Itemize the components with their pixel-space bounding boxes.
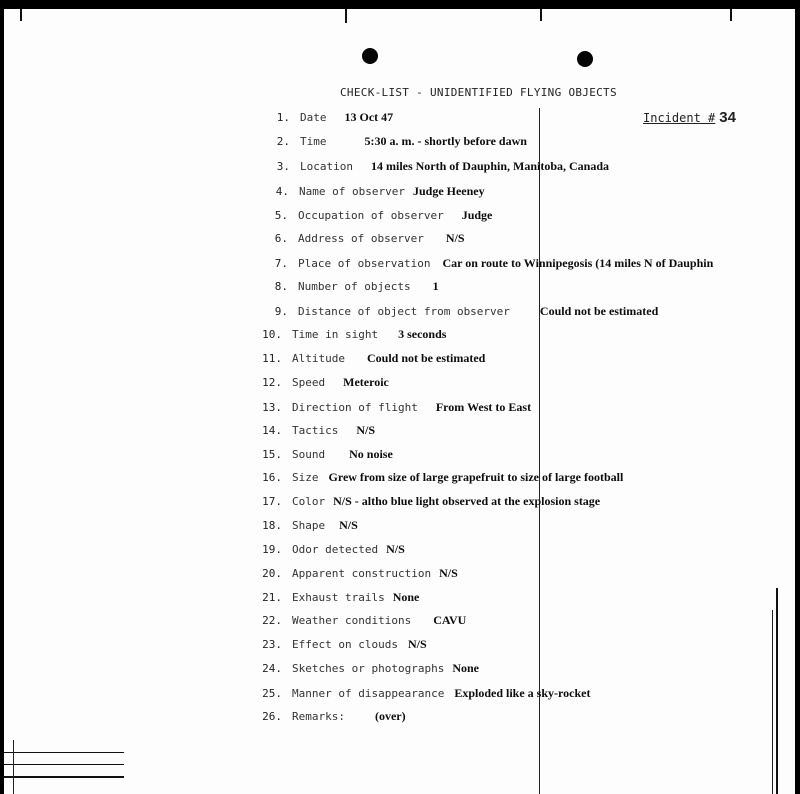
item-label: Color: [292, 495, 326, 508]
checklist-item: [264, 110, 393, 125]
scan-edge-line: [4, 776, 124, 778]
item-label: Location: [300, 160, 353, 173]
checklist-item: [256, 470, 623, 485]
item-number: 12.: [262, 376, 282, 389]
item-label: Date: [300, 111, 327, 124]
item-value: Car on route to Winnipegosis (14 miles N of Dauphin: [442, 256, 714, 270]
item-number: 21.: [262, 591, 282, 604]
checklist-item: [256, 686, 590, 701]
scan-border-left: [0, 0, 4, 794]
item-value: 5:30 a. m. - shortly before dawn: [364, 134, 527, 148]
item-label: Shape: [292, 519, 326, 532]
item-value: Meteroic: [343, 375, 389, 389]
checklist-item: [256, 542, 405, 557]
checklist-item: [256, 661, 479, 676]
item-label: Address of observer: [298, 232, 424, 245]
item-value: 14 miles North of Dauphin, Manitoba, Canada: [370, 159, 610, 173]
scan-edge-line: [772, 610, 773, 794]
scan-edge-line: [4, 764, 124, 765]
item-number: 4.: [275, 185, 289, 198]
item-value: No noise: [349, 447, 393, 461]
item-number: 23.: [262, 638, 282, 651]
checklist-item: [256, 375, 389, 390]
item-number: 17.: [262, 495, 282, 508]
item-label: Speed: [292, 376, 326, 389]
checklist-item: [256, 590, 419, 605]
item-label: Name of observer: [299, 185, 405, 198]
item-value: N/S: [356, 423, 376, 437]
item-number: 22.: [262, 614, 282, 627]
item-label: Effect on clouds: [292, 638, 398, 651]
item-value: Could not be estimated: [539, 304, 659, 318]
item-number: 2.: [276, 135, 290, 148]
checklist-item: [256, 566, 458, 581]
checklist-item: [256, 400, 531, 415]
incident-label: Incident #: [643, 111, 716, 125]
checklist-item: [262, 279, 439, 294]
item-value: (over): [374, 709, 406, 723]
item-label: Sketches or photographs: [292, 662, 445, 675]
item-number: 18.: [262, 519, 282, 532]
punch-hole: [577, 51, 593, 67]
item-value: Grew from size of large grapefruit to size of large football: [328, 470, 624, 484]
item-value: N/S: [439, 566, 458, 580]
item-value: CAVU: [433, 613, 467, 627]
checklist-item: [256, 351, 485, 366]
item-label: Weather conditions: [292, 614, 412, 627]
item-value: Exploded like a sky-rocket: [454, 686, 591, 700]
checklist-item: [256, 518, 358, 533]
scan-edge-line: [4, 752, 124, 753]
item-label: Remarks:: [292, 710, 345, 723]
item-value: N/S - altho blue light observed at the explosion stage: [333, 494, 601, 508]
item-label: Apparent construction: [292, 567, 432, 580]
item-label: Tactics: [292, 424, 339, 437]
scan-edge-line: [776, 588, 778, 794]
item-value: 1: [432, 279, 439, 293]
checklist-item: [262, 304, 658, 319]
item-label: Number of objects: [298, 280, 411, 293]
scan-border-right: [795, 0, 800, 794]
checklist-item: [262, 208, 492, 223]
checklist-item: [264, 134, 527, 149]
item-number: 19.: [262, 543, 282, 556]
item-label: Odor detected: [292, 543, 379, 556]
item-label: Occupation of observer: [298, 209, 444, 222]
item-number: 1.: [276, 111, 290, 124]
scan-edge-line: [13, 740, 14, 794]
item-value: From West to East: [435, 400, 532, 414]
item-label: Distance of object from observer: [298, 305, 510, 318]
item-label: Direction of flight: [292, 401, 418, 414]
item-number: 7.: [274, 257, 288, 270]
item-label: Sound: [292, 448, 326, 461]
incident-number: [643, 109, 736, 126]
item-number: 5.: [274, 209, 288, 222]
checklist-item: [262, 231, 465, 246]
item-number: 8.: [274, 280, 288, 293]
item-value: N/S: [407, 637, 427, 651]
item-value: Judge Heeney: [412, 184, 485, 198]
item-label: Time: [300, 135, 327, 148]
item-value: N/S: [445, 231, 465, 245]
item-label: Place of observation: [298, 257, 431, 270]
item-number: 24.: [262, 662, 282, 675]
item-value: None: [392, 590, 420, 604]
item-value: None: [452, 661, 479, 675]
item-label: Size: [292, 471, 319, 484]
item-number: 25.: [262, 687, 282, 700]
item-number: 16.: [262, 471, 282, 484]
item-number: 26.: [262, 710, 282, 723]
item-number: 14.: [262, 424, 282, 437]
item-value: 3 seconds: [398, 327, 447, 341]
item-value: N/S: [386, 542, 405, 556]
item-value: Judge: [461, 208, 493, 222]
item-label: Time in sight: [292, 328, 379, 341]
item-label: Exhaust trails: [292, 591, 385, 604]
scan-mark: [20, 9, 22, 21]
scan-mark: [345, 9, 347, 23]
checklist-item: [262, 256, 713, 271]
item-number: 3.: [276, 160, 290, 173]
item-label: Altitude: [292, 352, 345, 365]
checklist-item: [256, 637, 427, 652]
checklist-item: [256, 327, 446, 342]
scan-border-top: [0, 0, 800, 9]
checklist-item: [256, 423, 375, 438]
incident-value: 34: [719, 109, 736, 126]
item-number: 10.: [262, 328, 282, 341]
item-number: 20.: [262, 567, 282, 580]
scan-mark: [730, 9, 732, 21]
checklist-item: [256, 709, 406, 724]
checklist-item: [263, 184, 485, 199]
checklist-item: [256, 494, 600, 509]
document-title: CHECK-LIST - UNIDENTIFIED FLYING OBJECTS: [340, 86, 617, 99]
item-number: 15.: [262, 448, 282, 461]
item-number: 6.: [274, 232, 288, 245]
item-value: 13 Oct 47: [344, 110, 394, 124]
item-number: 13.: [262, 401, 282, 414]
scan-mark: [540, 9, 542, 21]
item-label: Manner of disappearance: [292, 687, 445, 700]
punch-hole: [362, 48, 378, 64]
checklist-item: [264, 159, 609, 174]
item-value: N/S: [339, 518, 358, 532]
checklist-item: [256, 447, 393, 462]
item-number: 11.: [262, 352, 282, 365]
checklist-item: [256, 613, 466, 628]
item-value: Could not be estimated: [366, 351, 486, 365]
item-number: 9.: [274, 305, 288, 318]
